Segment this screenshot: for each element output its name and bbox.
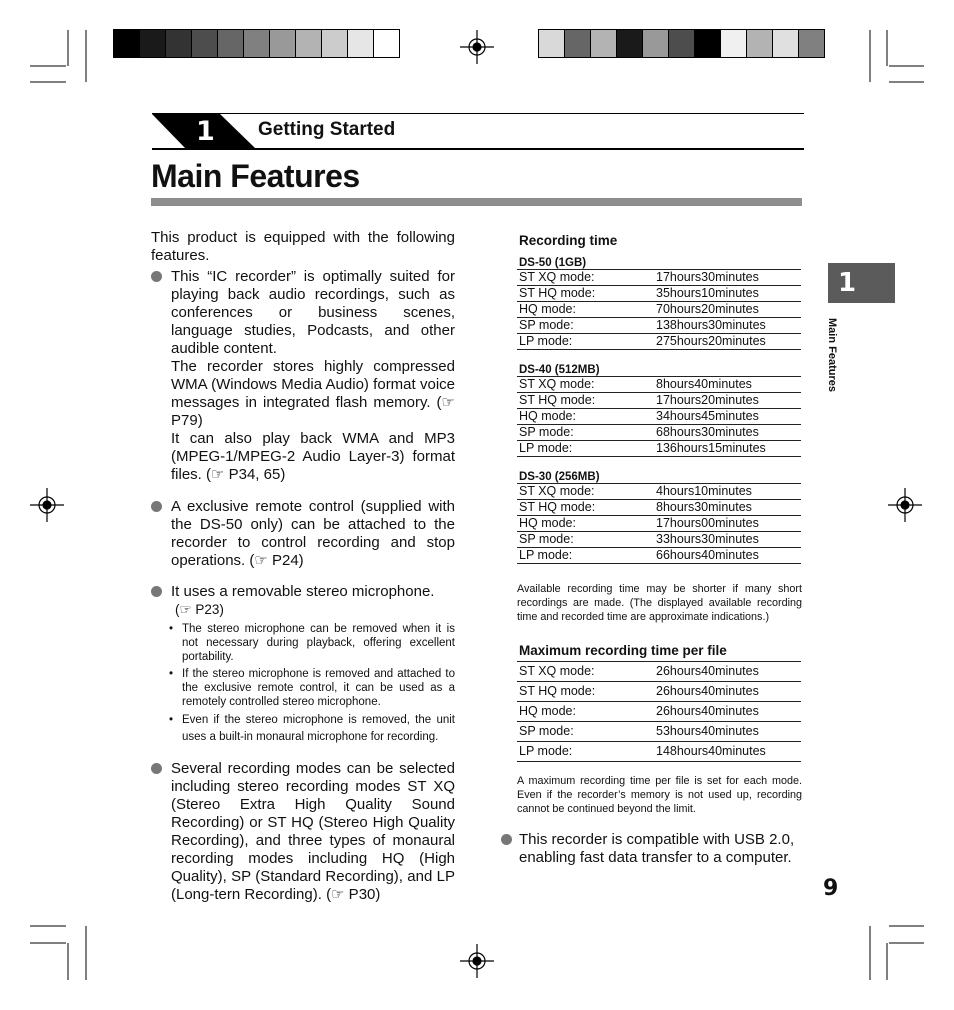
sub-item-text: The stereo microphone can be removed when it is not necessary during playback, offering excellent portability. [182, 623, 455, 663]
table-row [517, 682, 801, 702]
feature-item-ic-recorder [151, 268, 455, 484]
feature-item-recording-modes [151, 760, 455, 904]
table-row [517, 722, 801, 742]
table-row [517, 334, 801, 350]
mode-cell: LP mode: [517, 441, 656, 457]
mode-cell: HQ mode: [517, 516, 656, 532]
recording-time-table-ds50 [517, 269, 801, 350]
mode-cell: ST XQ mode: [517, 270, 656, 286]
table-row [517, 302, 801, 318]
feature-text: The recorder stores highly compressed WMA (Windows Media Audio) format voice messages in integrated flash memory. (☞ P79) [171, 358, 455, 429]
model-heading: DS-30 (256MB) [519, 471, 600, 483]
header-rule-bottom [152, 148, 804, 150]
time-cell: 17hours30minutes [656, 270, 801, 286]
chapter-number: 1 [196, 116, 215, 147]
time-cell: 8hours30minutes [656, 500, 801, 516]
recording-time-note: Available recording time may be shorter if many short recordings are made. (The displayed available recording time and recorded time are approximate indications.) [517, 583, 802, 623]
registration-mark-bottom [460, 944, 494, 978]
model-heading: DS-40 (512MB) [519, 364, 600, 376]
table-row [517, 484, 801, 500]
title-rule [151, 198, 802, 206]
feature-text: It can also play back WMA and MP3 (MPEG-1/MPEG-2 Audio Layer-3) format files. (☞ P34, 65) [171, 430, 455, 483]
max-time-note: A maximum recording time per file is set for each mode. Even if the recorder’s memory is not used up, recording cannot be continued beyond the limit. [517, 775, 802, 815]
feature-item-remote-control [151, 498, 455, 570]
max-time-heading: Maximum recording time per file [519, 643, 727, 658]
registration-mark-top [460, 30, 494, 64]
bullet-icon [501, 834, 512, 845]
time-cell: 138hours30minutes [656, 318, 801, 334]
chapter-title: Getting Started [258, 119, 396, 140]
table-row [517, 702, 801, 722]
time-cell: 4hours10minutes [656, 484, 801, 500]
recording-time-table-ds40 [517, 376, 801, 457]
sub-item-text: If the stereo microphone is removed and attached to the exclusive remote control, it can be used as a remotely controlled stereo microphone. [182, 668, 455, 708]
recording-time-table-ds30 [517, 483, 801, 564]
time-cell: 33hours30minutes [656, 532, 801, 548]
feature-item-stereo-mic [151, 583, 455, 619]
sub-item: • If the stereo microphone is removed and attached to the exclusive remote control, it can be used as a remotely controlled stereo microphone. [169, 668, 455, 708]
mode-cell: SP mode: [517, 318, 656, 334]
mode-cell: HQ mode: [517, 702, 656, 722]
mode-cell: LP mode: [517, 548, 656, 564]
time-cell: 148hours40minutes [656, 742, 801, 762]
table-row [517, 377, 801, 393]
time-cell: 70hours20minutes [656, 302, 801, 318]
mode-cell: HQ mode: [517, 302, 656, 318]
table-row [517, 425, 801, 441]
time-cell: 8hours40minutes [656, 377, 801, 393]
mode-cell: ST XQ mode: [517, 484, 656, 500]
model-heading: DS-50 (1GB) [519, 257, 587, 269]
time-cell: 275hours20minutes [656, 334, 801, 350]
side-chapter-tab: 1 [828, 263, 895, 303]
table-row [517, 532, 801, 548]
recording-time-heading: Recording time [519, 233, 618, 248]
table-row [517, 270, 801, 286]
max-time-table [517, 661, 801, 762]
left-column [151, 229, 455, 904]
mode-cell: ST HQ mode: [517, 393, 656, 409]
sub-list [151, 622, 455, 746]
side-section-label: Main Features [826, 318, 838, 392]
right-column [517, 233, 802, 882]
mode-cell: LP mode: [517, 742, 656, 762]
mode-cell: SP mode: [517, 532, 656, 548]
registration-mark-right [888, 488, 922, 522]
time-cell: 35hours10minutes [656, 286, 801, 302]
time-cell: 66hours40minutes [656, 548, 801, 564]
time-cell: 68hours30minutes [656, 425, 801, 441]
mode-cell: ST XQ mode: [517, 662, 656, 682]
feature-text: Several recording modes can be selected including stereo recording modes ST XQ (Stereo Extra High Quality Sound Recording) or ST HQ (Stereo High Quality Recording), and three types of monaural recording modes including HQ (High Quality), SP (Standard Recording), and LP (Long-tern Recording). (☞ P30) [171, 760, 455, 903]
time-cell: 17hours00minutes [656, 516, 801, 532]
time-cell: 136hours15minutes [656, 441, 801, 457]
sub-item-text: Even if the stereo microphone is removed, the unit uses a built-in monaural microphone for recording. [182, 714, 455, 743]
page-title: Main Features [151, 158, 360, 194]
mode-cell: ST HQ mode: [517, 500, 656, 516]
time-cell: 53hours40minutes [656, 722, 801, 742]
table-row [517, 286, 801, 302]
mode-cell: HQ mode: [517, 409, 656, 425]
mode-cell: SP mode: [517, 425, 656, 441]
feature-item-usb [501, 831, 808, 867]
mode-cell: ST XQ mode: [517, 377, 656, 393]
time-cell: 26hours40minutes [656, 662, 801, 682]
table-row [517, 409, 801, 425]
feature-text: It uses a removable stereo microphone. [171, 583, 435, 600]
intro-text: This product is equipped with the following features. [151, 229, 455, 264]
mode-cell: SP mode: [517, 722, 656, 742]
time-cell: 26hours40minutes [656, 682, 801, 702]
bullet-icon [151, 586, 162, 597]
mode-cell: ST HQ mode: [517, 286, 656, 302]
mode-cell: ST HQ mode: [517, 682, 656, 702]
table-row [517, 393, 801, 409]
feature-text: This recorder is compatible with USB 2.0, enabling fast data transfer to a computer. [519, 831, 795, 866]
feature-ref: (☞ P23) [175, 602, 224, 617]
table-row [517, 441, 801, 457]
table-row [517, 516, 801, 532]
sub-item: • The stereo microphone can be removed when it is not necessary during playback, offering excellent portability. [169, 623, 455, 663]
table-row [517, 318, 801, 334]
time-cell: 34hours45minutes [656, 409, 801, 425]
table-row [517, 548, 801, 564]
mode-cell: LP mode: [517, 334, 656, 350]
table-row [517, 500, 801, 516]
feature-text: This “IC recorder” is optimally suited for playing back audio recordings, such as conferences or business scenes, language studies, Podcasts, and other audible content. [171, 268, 455, 357]
table-row [517, 742, 801, 762]
registration-mark-left [30, 488, 64, 522]
bullet-icon [151, 271, 162, 282]
bullet-icon [151, 763, 162, 774]
bullet-icon [151, 501, 162, 512]
page-number: 9 [823, 876, 839, 901]
table-row [517, 662, 801, 682]
time-cell: 26hours40minutes [656, 702, 801, 722]
sub-item: • Even if the stereo microphone is removed, the unit uses a built-in monaural microphone for recording. [151, 712, 455, 746]
feature-text: A exclusive remote control (supplied with the DS-50 only) can be attached to the recorder to control recording and stop operations. (☞ P24) [171, 498, 455, 569]
time-cell: 17hours20minutes [656, 393, 801, 409]
